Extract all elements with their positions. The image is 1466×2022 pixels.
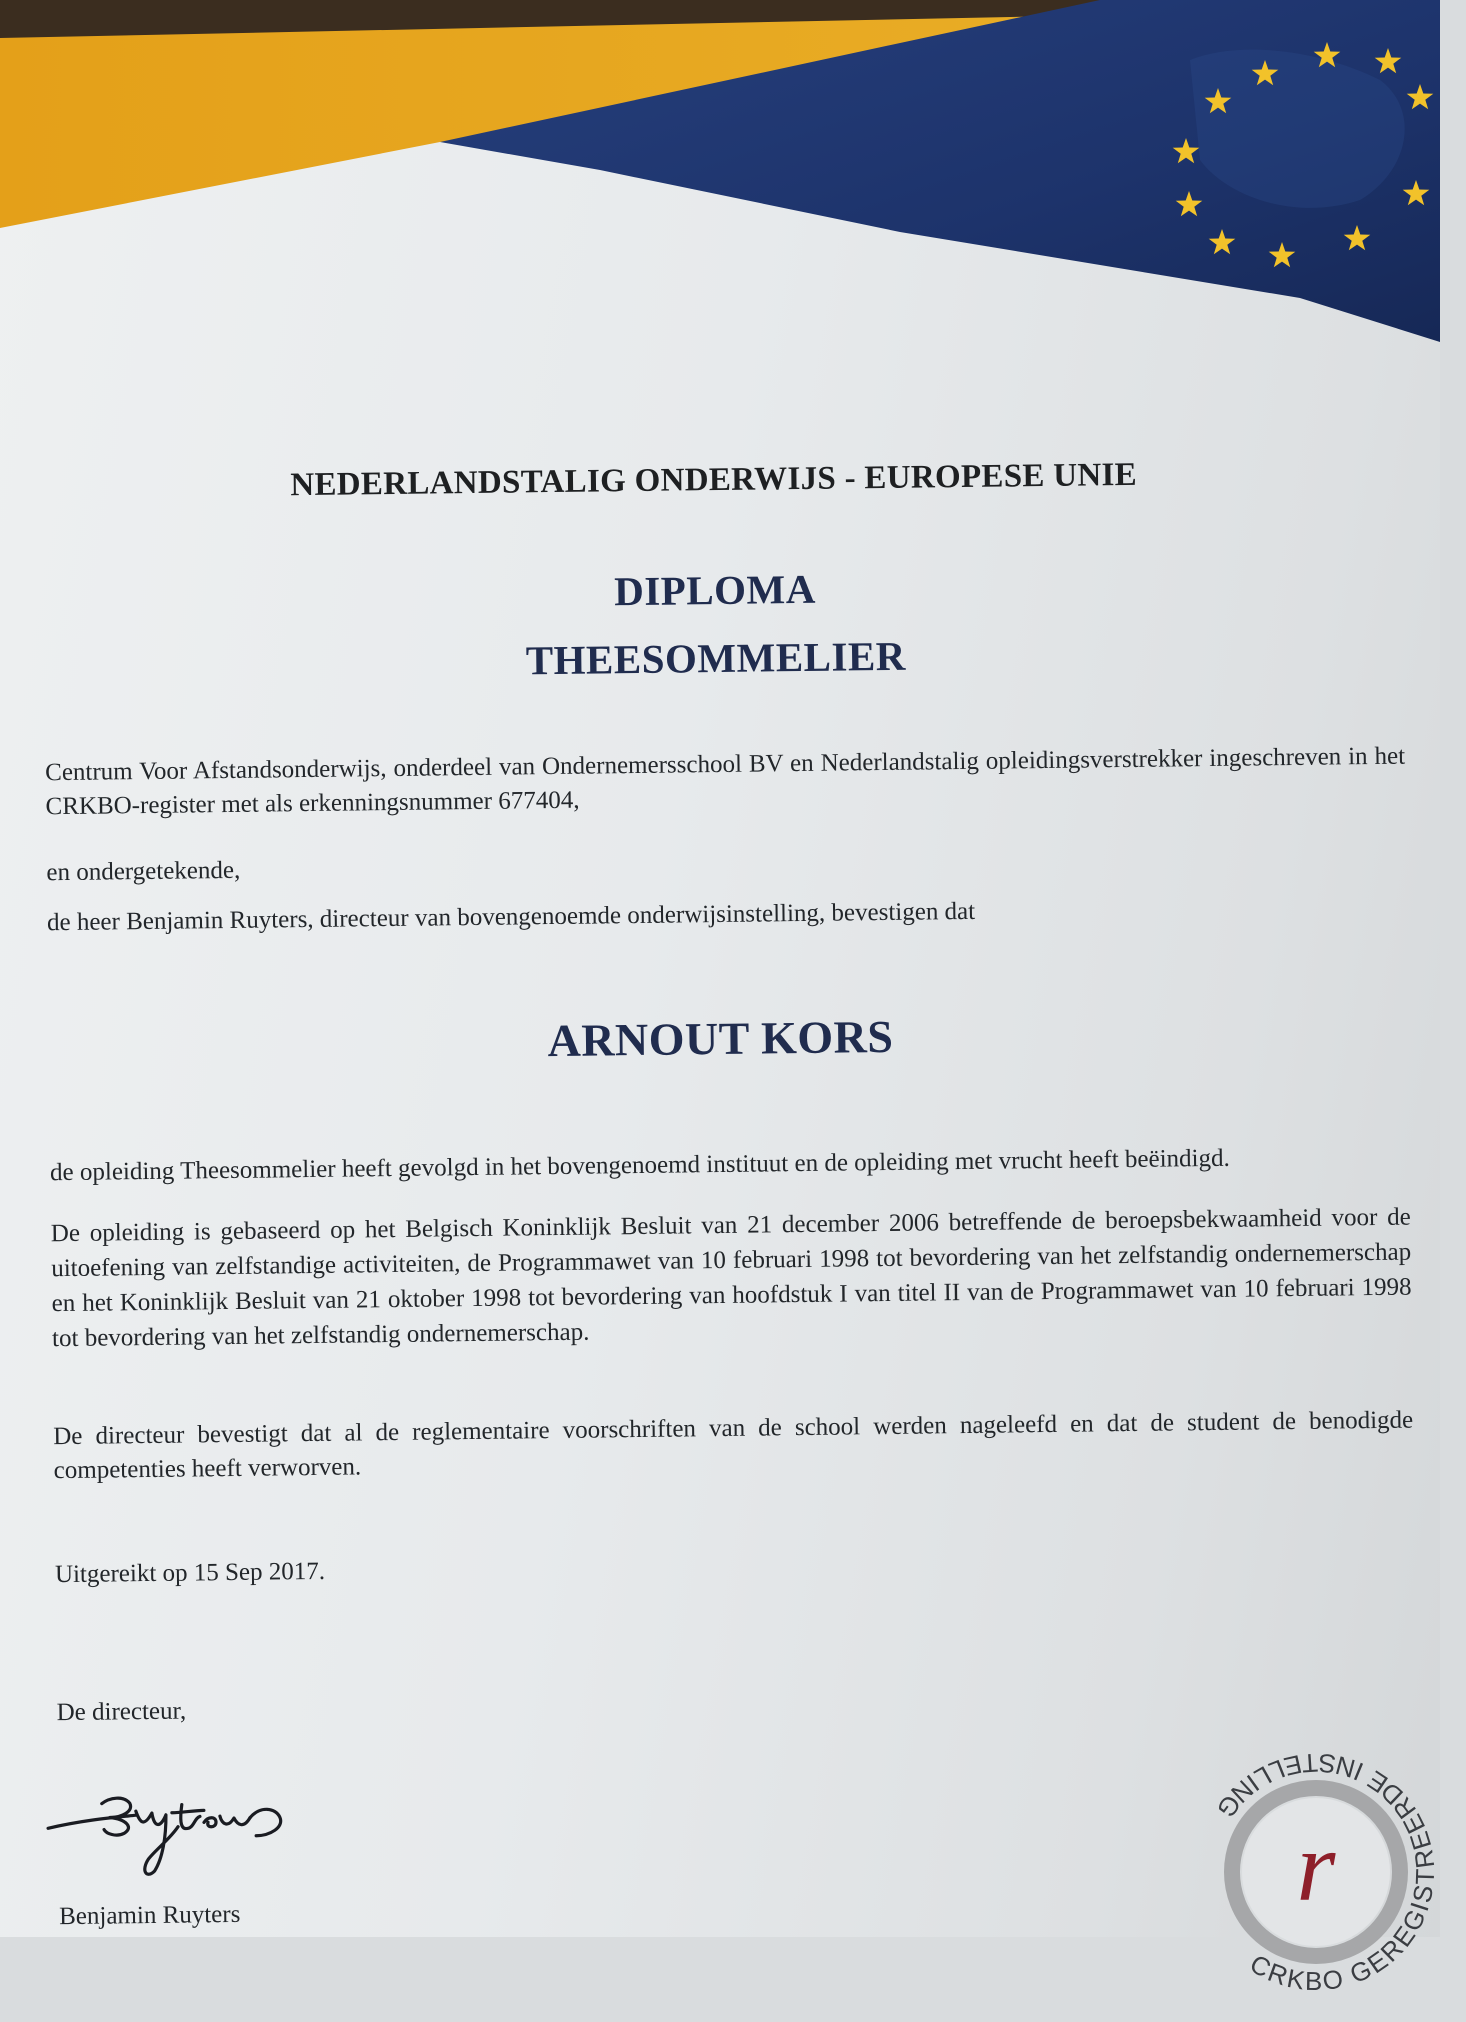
legal-basis-paragraph: De opleiding is gebaseerd op het Belgisch Koninklijk Besluit van 21 december 2006 betreffende de beroepsbekwaamheid voor de uitoefening van zelfstandige activiteiten, de Programmawet van 10 februari 1998 tot bevordering van het zelfstandig ondernemerschap en het Koninklijk Besluit van 21 oktober 1998 tot bevordering van hoofdstuk I van titel II van de Programmawet van 10 februari 1998 tot bevordering van het zelfstandig ondernemerschap. bbox=[50, 1203, 1412, 1353]
completion-paragraph: de opleiding Theesommelier heeft gevolgd in het bovengenoemd instituut en de opleiding met vrucht heeft beëindigd. bbox=[49, 1144, 1230, 1187]
signatory-role: De directeur, bbox=[56, 1697, 187, 1727]
recipient-name: ARNOUT KORS bbox=[547, 1010, 894, 1067]
diploma-title: DIPLOMA bbox=[613, 565, 817, 615]
director-signature bbox=[43, 1765, 314, 1888]
diploma-subject: THEESOMMELIER bbox=[525, 632, 907, 684]
undersigned-line: en ondergetekende, bbox=[46, 856, 241, 887]
seal-letter: r bbox=[1296, 1811, 1336, 1922]
intro-paragraph: Centrum Voor Afstandsonderwijs, onderdeel van Ondernemersschool BV en Nederlandstalig opleidingsverstrekker ingeschreven in het CRKBO-register met als erkenningsnummer 677404, bbox=[45, 742, 1406, 821]
crkbo-seal bbox=[1166, 1722, 1466, 2022]
confirmation-paragraph: De directeur bevestigt dat al de reglementaire voorschriften van de school werden nageleefd en dat de student de benodigde competenties heeft verworven. bbox=[53, 1406, 1414, 1485]
director-statement: de heer Benjamin Ruyters, directeur van bovengenoemde onderwijsinstelling, bevestigen dat bbox=[46, 897, 976, 937]
seal-ring-text: CRKBO GEREGISTREERDE INSTELLING bbox=[1209, 1747, 1441, 1997]
signatory-name: Benjamin Ruyters bbox=[58, 1900, 241, 1931]
issue-date: Uitgereikt op 15 Sep 2017. bbox=[54, 1557, 326, 1589]
institution-line: NEDERLANDSTALIG ONDERWIJS - EUROPESE UNIE bbox=[290, 456, 1138, 504]
